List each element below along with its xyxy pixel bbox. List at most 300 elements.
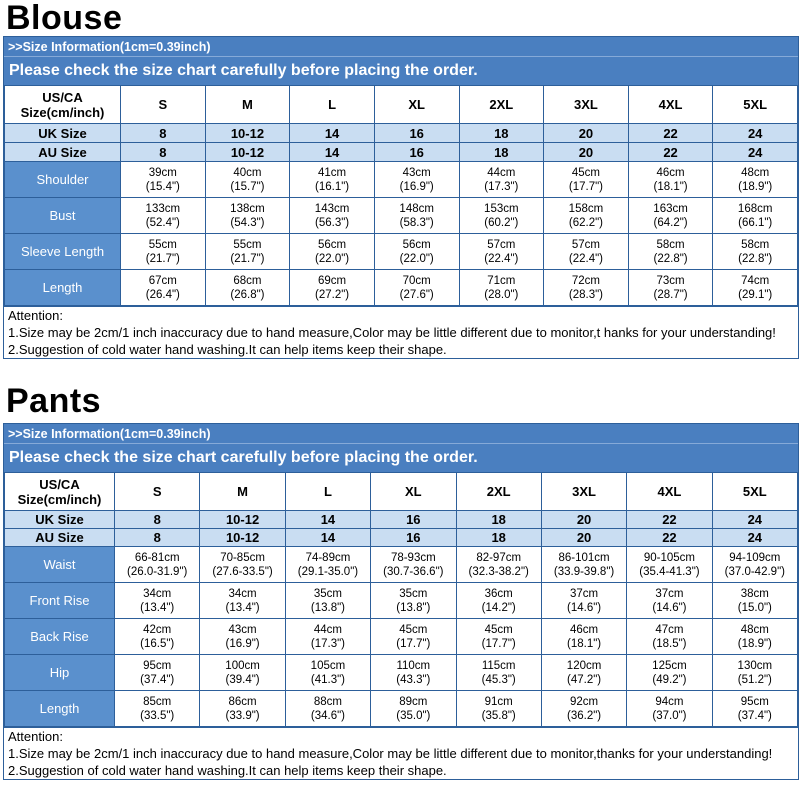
cm-value: 58cm (741, 238, 770, 251)
measurement-cell (371, 655, 456, 691)
cm-value: 130cm (737, 659, 773, 672)
inch-value: (45.3") (481, 673, 516, 686)
cm-value: 55cm (233, 238, 262, 251)
cm-value: 133cm (145, 202, 181, 215)
measurement-row (5, 270, 798, 306)
measurement-cell (374, 234, 459, 270)
measurement-cell (290, 198, 375, 234)
cm-value: 69cm (318, 274, 347, 287)
uk-size-cell: 22 (627, 511, 712, 529)
pants-chart-header (4, 424, 798, 472)
measurement-cell (628, 162, 713, 198)
au-size-cell: 14 (290, 143, 375, 162)
inch-value: (52.4") (145, 216, 180, 229)
measurement-cell (200, 583, 285, 619)
measurement-cell (627, 583, 712, 619)
inch-value: (13.4") (225, 601, 260, 614)
inch-value: (17.7") (481, 637, 516, 650)
cm-value: 94-109cm (729, 551, 781, 564)
inch-value: (37.4") (140, 673, 175, 686)
inch-value: (47.2") (567, 673, 602, 686)
cm-value: 94cm (655, 695, 684, 708)
inch-value: (33.9-39.8") (553, 565, 615, 578)
cm-value: 110cm (396, 659, 431, 672)
inch-value: (21.7") (230, 252, 265, 265)
uk-size-cell: 16 (374, 124, 459, 143)
measurement-cell (544, 198, 629, 234)
measurement-label: Length (5, 691, 115, 727)
measurement-cell (115, 583, 200, 619)
size-label-3xl: 3XL (541, 473, 626, 511)
measurement-cell (200, 619, 285, 655)
size-info-line: >>Size Information(1cm=0.39inch) (4, 37, 798, 57)
measurement-cell (285, 691, 370, 727)
measurement-cell (371, 619, 456, 655)
uk-size-cell: 8 (115, 511, 200, 529)
measurement-cell (541, 583, 626, 619)
cm-value: 168cm (737, 202, 773, 215)
cm-value: 37cm (570, 587, 599, 600)
size-label-s: S (121, 86, 206, 124)
inch-value: (37.0") (652, 709, 687, 722)
au-size-cell: 24 (713, 143, 798, 162)
cm-value: 37cm (655, 587, 684, 600)
uk-size-label: UK Size (5, 511, 115, 529)
cm-value: 73cm (656, 274, 685, 287)
check-size-line: Please check the size chart carefully before placing the order. (9, 62, 478, 79)
inch-value: (62.2") (568, 216, 603, 229)
measurement-label: Front Rise (5, 583, 115, 619)
uk-size-cell: 18 (459, 124, 544, 143)
note-1: 1.Size may be 2cm/1 inch inaccuracy due to hand measure,Color may be little different due to monitor,thanks for your understanding! (8, 746, 773, 761)
cm-value: 163cm (653, 202, 688, 215)
cm-value: 95cm (740, 695, 769, 708)
measurement-cell (200, 547, 285, 583)
inch-value: (49.2") (652, 673, 687, 686)
uk-size-row (5, 124, 798, 143)
measurement-cell (627, 655, 712, 691)
uk-size-row (5, 511, 798, 529)
uk-size-cell: 16 (371, 511, 456, 529)
inch-value: (39.4") (225, 673, 260, 686)
attention-label: Attention: (8, 729, 63, 744)
inch-value: (35.0") (396, 709, 431, 722)
au-size-cell: 22 (627, 529, 712, 547)
au-size-cell: 8 (115, 529, 200, 547)
inch-value: (17.3") (484, 180, 519, 193)
cm-value: 95cm (143, 659, 172, 672)
blouse-size-chart (3, 36, 799, 359)
measurement-cell (121, 234, 206, 270)
cm-value: 78-93cm (390, 551, 436, 564)
measurement-label: Bust (5, 198, 121, 234)
au-size-label: AU Size (5, 529, 115, 547)
uk-size-cell: 18 (456, 511, 541, 529)
cm-value: 48cm (740, 623, 769, 636)
measurement-cell (456, 619, 541, 655)
measurement-cell (713, 198, 798, 234)
measurement-cell (456, 655, 541, 691)
measurement-cell (712, 547, 797, 583)
inch-value: (33.9") (225, 709, 260, 722)
measurement-label: Length (5, 270, 121, 306)
measurement-cell (712, 619, 797, 655)
inch-value: (17.7") (568, 180, 603, 193)
uk-size-cell: 22 (628, 124, 713, 143)
measurement-cell (459, 162, 544, 198)
inch-value: (22.4") (484, 252, 519, 265)
measurement-cell (456, 691, 541, 727)
cm-value: 71cm (487, 274, 516, 287)
size-header-label: US/CA Size(cm/inch) (5, 86, 121, 124)
size-label-3xl: 3XL (544, 86, 629, 124)
measurement-cell (713, 234, 798, 270)
cm-value: 36cm (484, 587, 513, 600)
measurement-row (5, 162, 798, 198)
cm-value: 91cm (484, 695, 513, 708)
cm-value: 86cm (228, 695, 257, 708)
uk-size-cell: 24 (713, 124, 798, 143)
size-info-line: >>Size Information(1cm=0.39inch) (4, 424, 798, 444)
size-label-4xl: 4XL (628, 86, 713, 124)
inch-value: (18.1") (653, 180, 688, 193)
inch-value: (54.3") (230, 216, 265, 229)
inch-value: (21.7") (145, 252, 180, 265)
cm-value: 40cm (233, 166, 262, 179)
cm-value: 72cm (571, 274, 600, 287)
cm-value: 34cm (143, 587, 172, 600)
measurement-cell (627, 691, 712, 727)
cm-value: 85cm (143, 695, 172, 708)
size-label-4xl: 4XL (627, 473, 712, 511)
inch-value: (13.4") (140, 601, 175, 614)
cm-value: 100cm (225, 659, 260, 672)
measurement-cell (713, 162, 798, 198)
measurement-cell (456, 583, 541, 619)
measurement-cell (115, 691, 200, 727)
size-label-5xl: 5XL (713, 86, 798, 124)
uk-size-cell: 10-12 (200, 511, 285, 529)
cm-value: 46cm (570, 623, 599, 636)
au-size-cell: 24 (712, 529, 797, 547)
cm-value: 88cm (313, 695, 342, 708)
inch-value: (51.2") (737, 673, 772, 686)
inch-value: (16.5") (140, 637, 175, 650)
size-label-2xl: 2XL (456, 473, 541, 511)
measurement-label: Back Rise (5, 619, 115, 655)
inch-value: (22.0") (399, 252, 434, 265)
cm-value: 68cm (233, 274, 262, 287)
blouse-attention (4, 306, 798, 358)
note-1: 1.Size may be 2cm/1 inch inaccuracy due to hand measure,Color may be little different due to monitor,t hanks for your understanding! (8, 325, 776, 340)
cm-value: 44cm (313, 623, 342, 636)
size-header-row (5, 86, 798, 124)
au-size-cell: 18 (459, 143, 544, 162)
measurement-cell (627, 547, 712, 583)
note-2: 2.Suggestion of cold water hand washing.It can help items keep their shape. (8, 763, 447, 778)
pants-size-chart (3, 423, 799, 780)
au-size-row (5, 529, 798, 547)
inch-value: (22.8") (653, 252, 688, 265)
inch-value: (29.1") (738, 288, 773, 301)
uk-size-cell: 14 (290, 124, 375, 143)
cm-value: 56cm (402, 238, 431, 251)
inch-value: (64.2") (653, 216, 688, 229)
inch-value: (17.3") (310, 637, 345, 650)
cm-value: 57cm (487, 238, 516, 251)
pants-title: Pants (6, 382, 102, 420)
inch-value: (22.4") (568, 252, 603, 265)
measurement-cell (544, 270, 629, 306)
cm-value: 45cm (571, 166, 600, 179)
au-size-cell: 10-12 (200, 529, 285, 547)
cm-value: 90-105cm (643, 551, 695, 564)
inch-value: (26.4") (145, 288, 180, 301)
inch-value: (29.1-35.0") (297, 565, 359, 578)
pants-attention (4, 727, 798, 779)
cm-value: 56cm (318, 238, 347, 251)
inch-value: (26.8") (230, 288, 265, 301)
size-label-s: S (115, 473, 200, 511)
cm-value: 35cm (399, 587, 428, 600)
inch-value: (18.9") (737, 637, 772, 650)
inch-value: (32.3-38.2") (468, 565, 529, 578)
measurement-cell (371, 691, 456, 727)
cm-value: 42cm (143, 623, 172, 636)
measurement-cell (205, 270, 290, 306)
measurement-label: Hip (5, 655, 115, 691)
cm-value: 47cm (655, 623, 684, 636)
uk-size-cell: 14 (285, 511, 370, 529)
inch-value: (66.1") (738, 216, 773, 229)
measurement-cell (205, 234, 290, 270)
cm-value: 43cm (228, 623, 257, 636)
inch-value: (22.0") (315, 252, 350, 265)
size-header-label: US/CA Size(cm/inch) (5, 473, 115, 511)
measurement-cell (205, 198, 290, 234)
cm-value: 74-89cm (305, 551, 351, 564)
measurement-cell (459, 198, 544, 234)
pants-size-table (4, 472, 798, 727)
au-size-cell: 16 (371, 529, 456, 547)
size-label-l: L (290, 86, 375, 124)
cm-value: 44cm (487, 166, 516, 179)
inch-value: (28.7") (653, 288, 688, 301)
uk-size-cell: 20 (544, 124, 629, 143)
measurement-cell (285, 619, 370, 655)
measurement-row (5, 691, 798, 727)
inch-value: (27.6") (399, 288, 434, 301)
inch-value: (28.0") (484, 288, 519, 301)
measurement-cell (290, 234, 375, 270)
inch-value: (33.5") (140, 709, 175, 722)
au-size-cell: 8 (121, 143, 206, 162)
size-label-5xl: 5XL (712, 473, 797, 511)
measurement-cell (628, 234, 713, 270)
measurement-cell (290, 162, 375, 198)
size-label-xl: XL (371, 473, 456, 511)
measurement-cell (285, 583, 370, 619)
inch-value: (16.9") (225, 637, 260, 650)
inch-value: (18.1") (567, 637, 602, 650)
cm-value: 57cm (571, 238, 600, 251)
cm-value: 70cm (402, 274, 431, 287)
measurement-cell (285, 655, 370, 691)
cm-value: 153cm (484, 202, 519, 215)
cm-value: 148cm (399, 202, 434, 215)
blouse-title: Blouse (6, 0, 123, 37)
cm-value: 125cm (652, 659, 687, 672)
measurement-cell (628, 270, 713, 306)
blouse-size-table (4, 85, 798, 306)
au-size-cell: 10-12 (205, 143, 290, 162)
cm-value: 55cm (148, 238, 177, 251)
inch-value: (60.2") (484, 216, 519, 229)
inch-value: (35.8") (481, 709, 516, 722)
cm-value: 89cm (399, 695, 428, 708)
inch-value: (34.6") (310, 709, 345, 722)
cm-value: 92cm (570, 695, 599, 708)
measurement-cell (459, 270, 544, 306)
au-size-cell: 16 (374, 143, 459, 162)
cm-value: 35cm (313, 587, 342, 600)
measurement-cell (200, 691, 285, 727)
inch-value: (26.0-31.9") (127, 565, 188, 578)
inch-value: (16.9") (399, 180, 434, 193)
cm-value: 67cm (148, 274, 177, 287)
cm-value: 34cm (228, 587, 257, 600)
measurement-row (5, 655, 798, 691)
measurement-cell (374, 198, 459, 234)
inch-value: (36.2") (567, 709, 602, 722)
cm-value: 143cm (314, 202, 350, 215)
cm-value: 70-85cm (220, 551, 265, 564)
inch-value: (14.6") (652, 601, 687, 614)
au-size-cell: 14 (285, 529, 370, 547)
uk-size-cell: 8 (121, 124, 206, 143)
measurement-label: Shoulder (5, 162, 121, 198)
measurement-cell (544, 234, 629, 270)
measurement-cell (374, 270, 459, 306)
measurement-cell (713, 270, 798, 306)
cm-value: 86-101cm (558, 551, 610, 564)
uk-size-cell: 10-12 (205, 124, 290, 143)
inch-value: (27.2") (315, 288, 350, 301)
measurement-cell (627, 619, 712, 655)
size-label-xl: XL (374, 86, 459, 124)
cm-value: 43cm (402, 166, 431, 179)
cm-value: 82-97cm (476, 551, 522, 564)
measurement-cell (712, 583, 797, 619)
uk-size-label: UK Size (5, 124, 121, 143)
cm-value: 158cm (568, 202, 604, 215)
measurement-cell (712, 691, 797, 727)
check-size-line: Please check the size chart carefully before placing the order. (9, 449, 478, 466)
size-label-l: L (285, 473, 370, 511)
measurement-cell (200, 655, 285, 691)
measurement-row (5, 234, 798, 270)
au-size-row (5, 143, 798, 162)
inch-value: (27.6-33.5") (212, 565, 273, 578)
uk-size-cell: 20 (541, 511, 626, 529)
measurement-cell (371, 583, 456, 619)
inch-value: (37.4") (737, 709, 772, 722)
attention-label: Attention: (8, 308, 63, 323)
measurement-label: Waist (5, 547, 115, 583)
cm-value: 39cm (148, 166, 177, 179)
measurement-cell (121, 198, 206, 234)
inch-value: (58.3") (399, 216, 434, 229)
cm-value: 41cm (318, 166, 347, 179)
measurement-cell (541, 547, 626, 583)
inch-value: (56.3") (315, 216, 350, 229)
inch-value: (18.9") (738, 180, 773, 193)
measurement-cell (121, 162, 206, 198)
measurement-cell (541, 655, 626, 691)
measurement-row (5, 583, 798, 619)
measurement-cell (205, 162, 290, 198)
measurement-row (5, 619, 798, 655)
inch-value: (18.5") (652, 637, 687, 650)
measurement-cell (459, 234, 544, 270)
inch-value: (13.8") (310, 601, 345, 614)
uk-size-cell: 24 (712, 511, 797, 529)
measurement-cell (121, 270, 206, 306)
inch-value: (16.1") (315, 180, 350, 193)
cm-value: 74cm (741, 274, 770, 287)
measurement-cell (544, 162, 629, 198)
cm-value: 46cm (656, 166, 685, 179)
inch-value: (14.6") (567, 601, 602, 614)
cm-value: 38cm (740, 587, 769, 600)
measurement-cell (374, 162, 459, 198)
au-size-cell: 20 (541, 529, 626, 547)
measurement-row (5, 198, 798, 234)
inch-value: (14.2") (481, 601, 516, 614)
size-label-m: M (205, 86, 290, 124)
cm-value: 115cm (481, 659, 516, 672)
size-label-m: M (200, 473, 285, 511)
measurement-row (5, 547, 798, 583)
au-size-label: AU Size (5, 143, 121, 162)
measurement-label: Sleeve Length (5, 234, 121, 270)
measurement-cell (456, 547, 541, 583)
cm-value: 45cm (484, 623, 513, 636)
measurement-cell (115, 619, 200, 655)
inch-value: (28.3") (568, 288, 603, 301)
measurement-cell (115, 547, 200, 583)
inch-value: (41.3") (310, 673, 345, 686)
measurement-cell (541, 691, 626, 727)
inch-value: (17.7") (396, 637, 431, 650)
measurement-cell (285, 547, 370, 583)
measurement-cell (712, 655, 797, 691)
cm-value: 120cm (566, 659, 602, 672)
measurement-cell (628, 198, 713, 234)
measurement-cell (541, 619, 626, 655)
blouse-chart-header (4, 37, 798, 85)
inch-value: (35.4-41.3") (639, 565, 700, 578)
size-label-2xl: 2XL (459, 86, 544, 124)
au-size-cell: 20 (544, 143, 629, 162)
measurement-cell (115, 655, 200, 691)
size-header-row (5, 473, 798, 511)
inch-value: (37.0-42.9") (724, 565, 785, 578)
measurement-cell (290, 270, 375, 306)
inch-value: (30.7-36.6") (383, 565, 444, 578)
au-size-cell: 18 (456, 529, 541, 547)
cm-value: 138cm (230, 202, 265, 215)
